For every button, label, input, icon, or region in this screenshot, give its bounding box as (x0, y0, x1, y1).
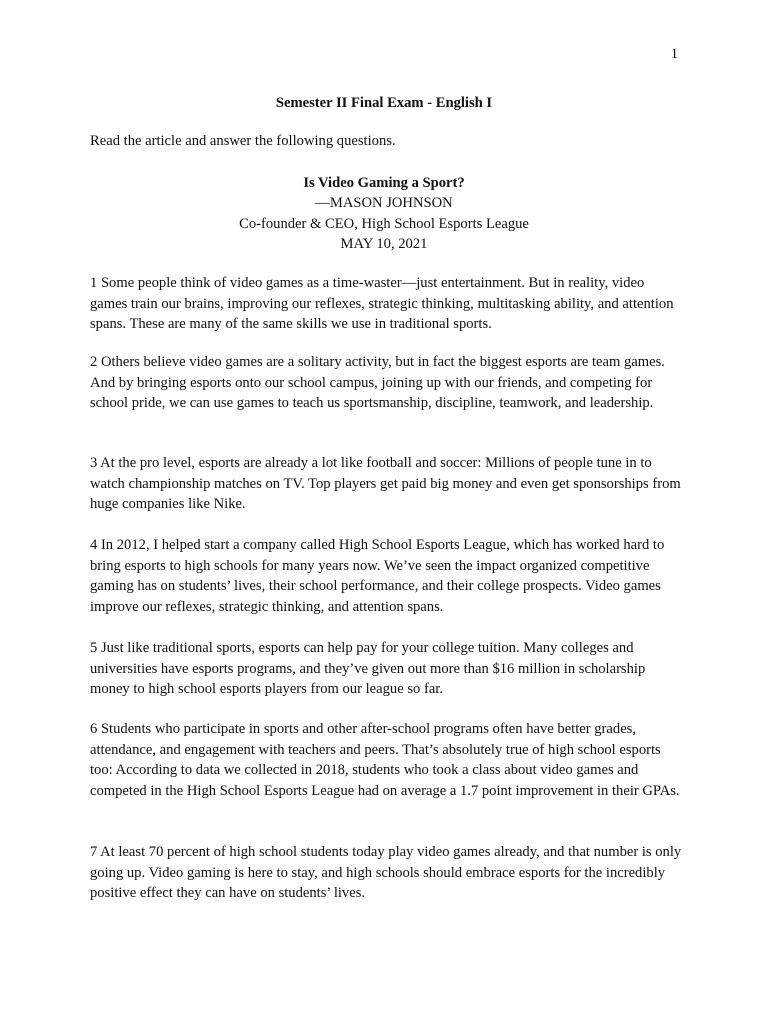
paragraph-5: 5 Just like traditional sports, esports can help pay for your college tuition. Many colleges and universities have esports programs, and they’ve given out more than $16 million in scholarship money to high school esports players from our league so far. (90, 640, 646, 698)
paragraph-1: 1 Some people think of video games as a time-waster—just entertainment. But in reality, video games train our brains, improving our reflexes, strategic thinking, multitasking ability, and attention spans. These are many of the same skills we use in traditional sports. (90, 275, 674, 333)
paragraph-3: 3 At the pro level, esports are already a lot like football and soccer: Millions of people tune in to watch championship matches on TV. Top players get paid big money and even get sponsorships from huge companies like Nike. (90, 455, 681, 513)
exam-title: Semester II Final Exam - English I (275, 95, 493, 111)
paragraph-2: 2 Others believe video games are a solitary activity, but in fact the biggest esports are team games. And by bringing esports onto our school campus, joining up with our friends, and competing for school pride, we can use games to teach us sportsmanship, discipline, teamwork, and leadership. (90, 354, 665, 412)
article-header (0, 173, 768, 255)
article-date: MAY 10, 2021 (340, 236, 428, 253)
article-author: —MASON JOHNSON (315, 195, 453, 212)
paragraph-4: 4 In 2012, I helped start a company called High School Esports League, which has worked hard to bring esports to high schools for many years now. We’ve seen the impact organized competitive gaming has on students’ lives, their school performance, and their college prospects. Video games improve our reflexes, strategic thinking, and attention spans. (90, 537, 665, 615)
page-number: 1 (670, 46, 678, 62)
instructions: Read the article and answer the following questions. (90, 133, 396, 149)
article-title: Is Video Gaming a Sport? (303, 175, 465, 191)
article-author-role: Co-founder & CEO, High School Esports League (239, 215, 529, 232)
paragraph-7: 7 At least 70 percent of high school students today play video games already, and that number is only going up. Video gaming is here to stay, and high schools should embrace esports for the incredibly positive effect they can have on students’ lives. (90, 844, 682, 902)
paragraph-6: 6 Students who participate in sports and other after-school programs often have better grades, attendance, and engagement with teachers and peers. That’s absolutely true of high school esports too: According to data we collected in 2018, students who took a class about video games and competed in the High School Esports League had on average a 1.7 point improvement in their GPAs. (90, 721, 680, 799)
